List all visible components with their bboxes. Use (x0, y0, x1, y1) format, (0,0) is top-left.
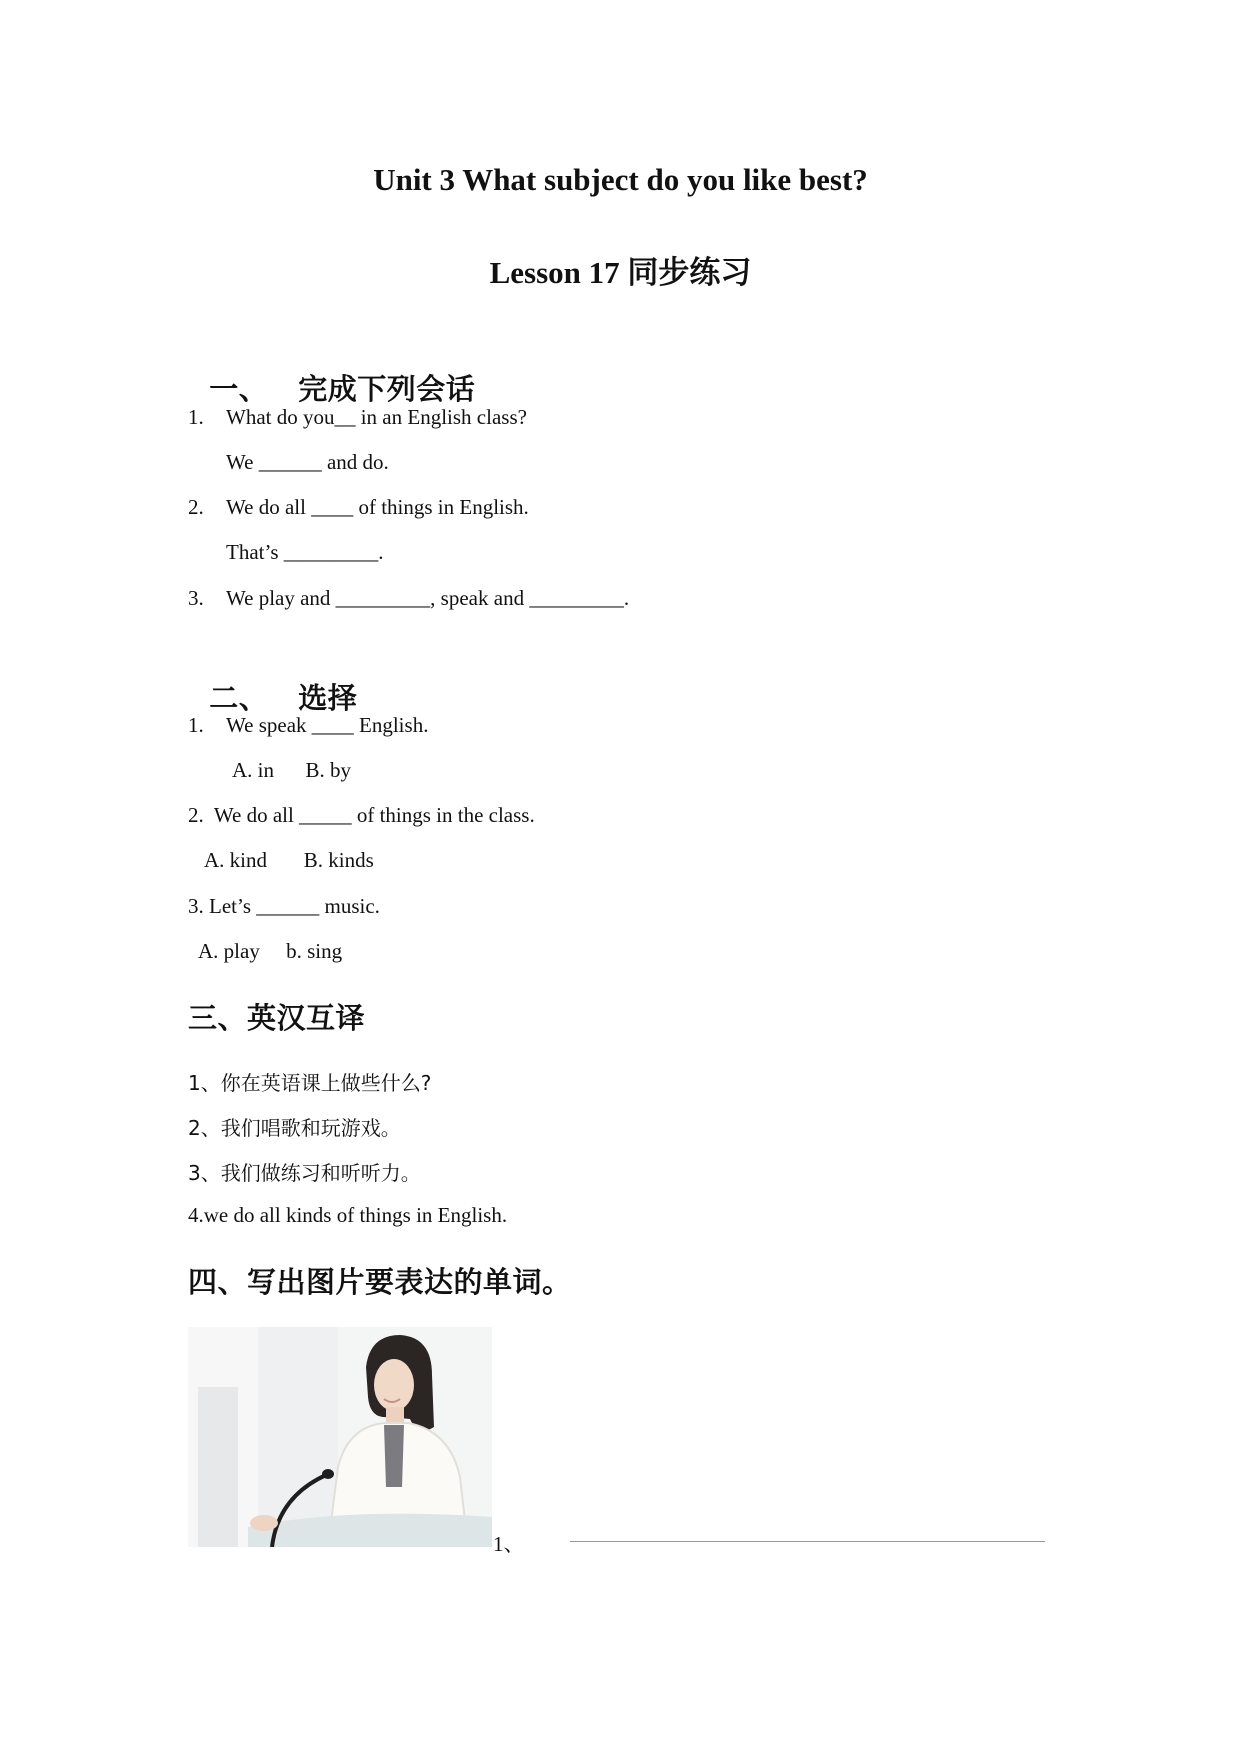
worksheet-subtitle: Lesson 17 同步练习 (489, 255, 752, 290)
s3-item3: 3、我们做练习和听听力。 (188, 1161, 421, 1185)
s1-q3-text: We play and _________, speak and _________. (226, 586, 630, 610)
section-2-heading-text: 选择 (298, 681, 358, 715)
s2-q2: 2. We do all _____ of things in the class. (188, 803, 535, 827)
teacher-at-podium-image (188, 1327, 492, 1547)
s1-q1-text: What do you__ in an English class? (226, 405, 527, 429)
s2-q2-options: A. kind B. kinds (204, 848, 374, 872)
section-1-heading-number: 一、 (209, 372, 269, 406)
s3-item4: 4.we do all kinds of things in English. (188, 1203, 508, 1227)
section-3-heading: 三、英汉互译 (188, 1001, 366, 1035)
s4-answer-label: 1、 (493, 1532, 525, 1556)
s1-q1-num: 1. (188, 405, 204, 429)
s1-q1 (188, 405, 527, 430)
section-1-heading (188, 333, 475, 408)
worksheet-title: Unit 3 What subject do you like best? (373, 162, 868, 197)
s3-item1: 1、你在英语课上做些什么? (188, 1071, 432, 1095)
s2-q3: 3. Let’s ______ music. (188, 894, 380, 918)
section-2-heading (188, 642, 357, 717)
s3-item2: 2、我们唱歌和玩游戏。 (188, 1116, 401, 1140)
s2-q1 (188, 713, 428, 738)
s2-q3-options: A. play b. sing (198, 939, 343, 963)
s4-answer-line (570, 1541, 1045, 1542)
s1-q1-reply: We ______ and do. (226, 450, 389, 474)
s1-q2 (188, 495, 529, 520)
s1-q2-num: 2. (188, 495, 204, 519)
s1-q3-num: 3. (188, 586, 204, 610)
s1-q2-text: We do all ____ of things in English. (226, 495, 529, 519)
s1-q2-reply: That’s _________. (226, 540, 384, 564)
s2-q1-text: We speak ____ English. (226, 713, 429, 737)
s2-q1-options: A. in B. by (232, 758, 352, 782)
s2-q1-num: 1. (188, 713, 204, 737)
section-1-heading-text: 完成下列会话 (298, 372, 476, 406)
section-2-heading-number: 二、 (209, 681, 269, 715)
teacher-illustration (188, 1327, 492, 1547)
s1-q3 (188, 586, 629, 611)
section-4-heading: 四、写出图片要表达的单词。 (188, 1265, 572, 1299)
